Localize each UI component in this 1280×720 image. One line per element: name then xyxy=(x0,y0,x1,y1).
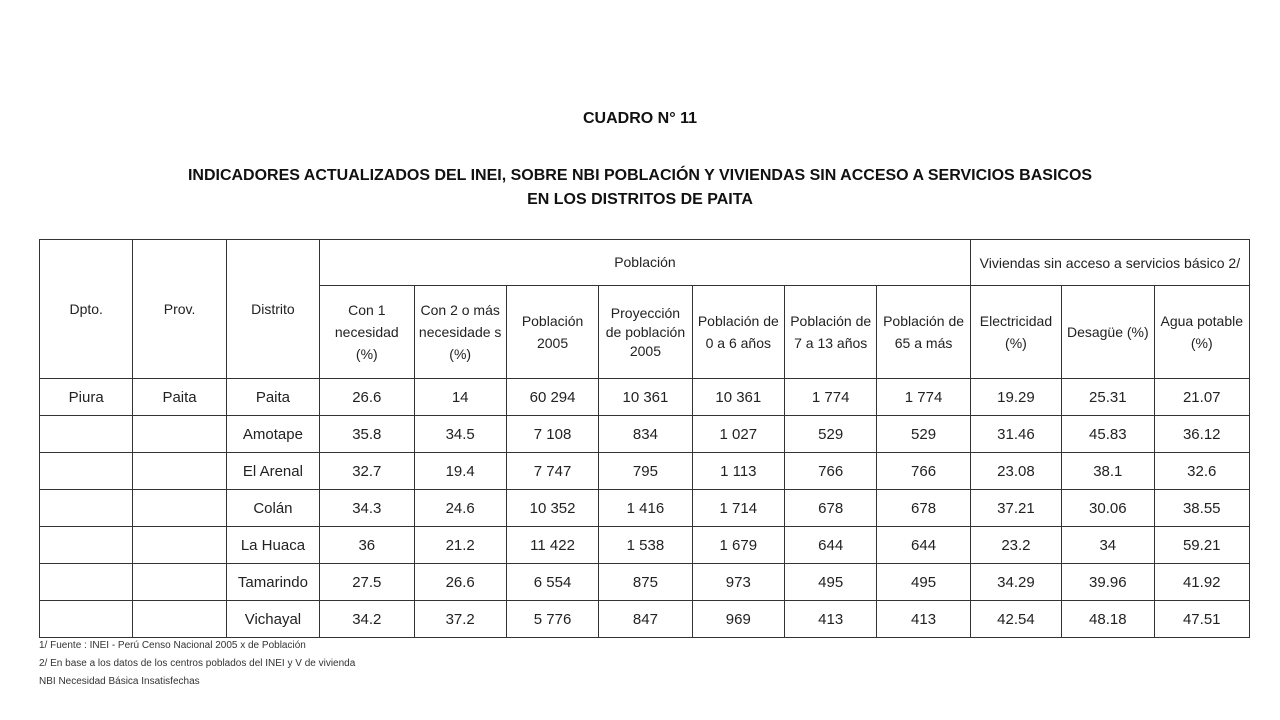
cell-distrito: Amotape xyxy=(226,416,319,453)
cell-dpto xyxy=(40,490,133,527)
cell-prov xyxy=(133,564,226,601)
footnote-source: 1/ Fuente : INEI - Perú Censo Nacional 2005 x de Población xyxy=(39,640,306,651)
cell-prov xyxy=(133,453,226,490)
cell-value: 1 113 xyxy=(692,453,784,490)
header-poblacion-2005: Población 2005 xyxy=(506,286,598,379)
cell-value: 1 714 xyxy=(692,490,784,527)
cell-dpto xyxy=(40,416,133,453)
cell-value: 1 679 xyxy=(692,527,784,564)
cell-value: 834 xyxy=(599,416,692,453)
cell-value: 529 xyxy=(785,416,877,453)
cell-value: 10 361 xyxy=(692,379,784,416)
cell-value: 34.3 xyxy=(320,490,414,527)
cell-value: 23.2 xyxy=(970,527,1061,564)
table-row xyxy=(40,490,1250,527)
cell-distrito: Colán xyxy=(226,490,319,527)
table-row xyxy=(40,527,1250,564)
cell-dpto xyxy=(40,601,133,638)
header-electricidad: Electricidad (%) xyxy=(970,286,1061,379)
cell-dpto xyxy=(40,564,133,601)
cell-value: 969 xyxy=(692,601,784,638)
header-con-1-necesidad: Con 1 necesidad (%) xyxy=(320,286,414,379)
cell-value: 42.54 xyxy=(970,601,1061,638)
cell-value: 48.18 xyxy=(1062,601,1154,638)
cell-value: 413 xyxy=(785,601,877,638)
cell-dpto xyxy=(40,453,133,490)
cell-value: 973 xyxy=(692,564,784,601)
cell-value: 644 xyxy=(877,527,970,564)
cell-value: 35.8 xyxy=(320,416,414,453)
table-row xyxy=(40,379,1250,416)
cell-distrito: Vichayal xyxy=(226,601,319,638)
cell-value: 30.06 xyxy=(1062,490,1154,527)
header-dpto: Dpto. xyxy=(40,240,133,379)
footnotes xyxy=(39,637,355,691)
cell-value: 11 422 xyxy=(506,527,598,564)
cell-value: 795 xyxy=(599,453,692,490)
cell-value: 7 108 xyxy=(506,416,598,453)
cell-value: 25.31 xyxy=(1062,379,1154,416)
cell-value: 6 554 xyxy=(506,564,598,601)
header-agua-potable: Agua potable (%) xyxy=(1154,286,1250,379)
cell-value: 37.2 xyxy=(414,601,506,638)
cell-value: 529 xyxy=(877,416,970,453)
cell-value: 7 747 xyxy=(506,453,598,490)
cell-value: 60 294 xyxy=(506,379,598,416)
table-row xyxy=(40,601,1250,638)
cell-distrito: Paita xyxy=(226,379,319,416)
cell-value: 678 xyxy=(877,490,970,527)
cell-value: 45.83 xyxy=(1062,416,1154,453)
footnote-nbi: NBI Necesidad Básica Insatisfechas xyxy=(39,676,200,687)
cell-value: 34 xyxy=(1062,527,1154,564)
subtitle-line-2: EN LOS DISTRITOS DE PAITA xyxy=(527,191,753,208)
cell-value: 26.6 xyxy=(320,379,414,416)
page-title: CUADRO N° 11 xyxy=(583,110,697,127)
header-prov: Prov. xyxy=(133,240,226,379)
table-row xyxy=(40,453,1250,490)
indicators-table xyxy=(39,239,1250,638)
cell-value: 59.21 xyxy=(1154,527,1250,564)
cell-value: 10 361 xyxy=(599,379,692,416)
cell-value: 1 416 xyxy=(599,490,692,527)
cell-value: 1 774 xyxy=(785,379,877,416)
cell-value: 875 xyxy=(599,564,692,601)
cell-distrito: Tamarindo xyxy=(226,564,319,601)
table-subtitle xyxy=(0,164,1280,212)
cell-value: 24.6 xyxy=(414,490,506,527)
cell-prov xyxy=(133,416,226,453)
cell-value: 1 027 xyxy=(692,416,784,453)
table-row xyxy=(40,564,1250,601)
cell-value: 34.29 xyxy=(970,564,1061,601)
cell-value: 23.08 xyxy=(970,453,1061,490)
cell-value: 34.2 xyxy=(320,601,414,638)
header-poblacion-7-13: Población de 7 a 13 años xyxy=(785,286,877,379)
cell-value: 5 776 xyxy=(506,601,598,638)
cell-value: 495 xyxy=(877,564,970,601)
cell-value: 32.7 xyxy=(320,453,414,490)
cell-value: 39.96 xyxy=(1062,564,1154,601)
cell-value: 36 xyxy=(320,527,414,564)
cell-prov xyxy=(133,490,226,527)
cell-value: 847 xyxy=(599,601,692,638)
cell-value: 644 xyxy=(785,527,877,564)
cell-value: 34.5 xyxy=(414,416,506,453)
header-desague: Desagüe (%) xyxy=(1062,286,1154,379)
cell-value: 37.21 xyxy=(970,490,1061,527)
cell-value: 32.6 xyxy=(1154,453,1250,490)
cell-value: 27.5 xyxy=(320,564,414,601)
cell-value: 19.29 xyxy=(970,379,1061,416)
cell-value: 766 xyxy=(877,453,970,490)
cell-dpto xyxy=(40,527,133,564)
cell-value: 10 352 xyxy=(506,490,598,527)
header-con-2-necesidades: Con 2 o más necesidade s (%) xyxy=(414,286,506,379)
subtitle-line-1: INDICADORES ACTUALIZADOS DEL INEI, SOBRE NBI POBLACIÓN Y VIVIENDAS SIN ACCESO A SERVICIOS BASICOS xyxy=(187,167,1093,184)
cell-value: 38.1 xyxy=(1062,453,1154,490)
header-poblacion-65: Población de 65 a más xyxy=(877,286,970,379)
cell-distrito: El Arenal xyxy=(226,453,319,490)
cell-value: 1 538 xyxy=(599,527,692,564)
cell-value: 495 xyxy=(785,564,877,601)
cell-value: 1 774 xyxy=(877,379,970,416)
header-distrito: Distrito xyxy=(226,240,319,379)
header-poblacion-0-6: Población de 0 a 6 años xyxy=(692,286,784,379)
table-row xyxy=(40,416,1250,453)
cell-value: 21.07 xyxy=(1154,379,1250,416)
cell-value: 19.4 xyxy=(414,453,506,490)
cell-prov xyxy=(133,527,226,564)
cell-value: 766 xyxy=(785,453,877,490)
cell-value: 26.6 xyxy=(414,564,506,601)
cell-value: 47.51 xyxy=(1154,601,1250,638)
cell-value: 21.2 xyxy=(414,527,506,564)
cell-value: 38.55 xyxy=(1154,490,1250,527)
cell-value: 31.46 xyxy=(970,416,1061,453)
footnote-basis: 2/ En base a los datos de los centros poblados del INEI y V de vivienda xyxy=(39,658,356,669)
header-proyeccion-poblacion: Proyección de población 2005 xyxy=(599,286,692,379)
cell-distrito: La Huaca xyxy=(226,527,319,564)
cell-value: 14 xyxy=(414,379,506,416)
header-viviendas-group: Viviendas sin acceso a servicios básico 2/ xyxy=(970,240,1249,286)
cell-dpto: Piura xyxy=(40,379,133,416)
header-row-1 xyxy=(40,240,1250,286)
header-poblacion-group: Población xyxy=(320,240,971,286)
cell-value: 36.12 xyxy=(1154,416,1250,453)
cell-prov xyxy=(133,601,226,638)
cell-value: 678 xyxy=(785,490,877,527)
cell-prov: Paita xyxy=(133,379,226,416)
cell-value: 413 xyxy=(877,601,970,638)
cell-value: 41.92 xyxy=(1154,564,1250,601)
